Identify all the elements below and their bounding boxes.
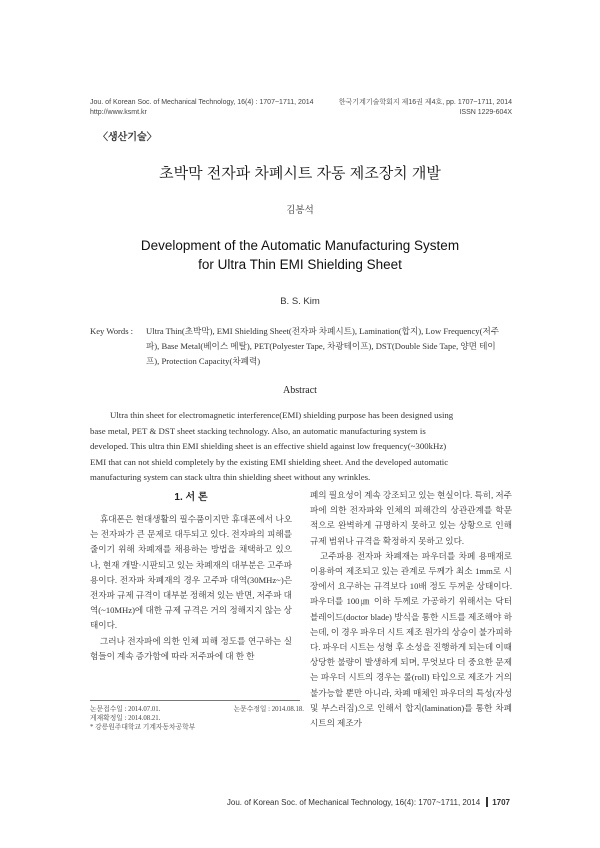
revised-date: 논문수정일 : 2014.08.18. xyxy=(233,706,304,713)
accepted-date: 게재확정일 : 2014.08.21. xyxy=(90,715,161,723)
right-paragraph-2: 고주파용 전자파 차폐재는 파우더를 차페 용매재로 이용하여 제조되고 있는 관계로 두께가 최소 1mm로 시장에서 요구하는 규격보다 10배 정도 두꺼운 상태이다. 파우더를 100㎛ 이하 두께로 가공하기 위해서는 닥터 블레이드(doctor blade) 방식을 통한 시트를 제조해야 하는데, 이 경우 파우더 시트 제조 원가의 상승이 불가피하다. 파우더 시트는 성형 후 소성을 진행하게 되는데 이때 상당한 불량이 발생하게 되며, 무엇보다 더 중요한 문제는 파우더 시트의 경우는 롤(roll) 타입으로 제조가 거의 불가능할 뿐만 아니라, 차폐 매체인 파우더의 특성(자성 및 부스러짐)으로 인해서 합지(lamination)를 통한 차폐시트의 제조가 xyxy=(310,550,512,729)
title-english xyxy=(0,236,600,274)
keywords-line2: 파), Base Metal(베이스 메탈), PET(Polyester Tape, 차광테이프), DST(Double Side Tape, 양면 테이 xyxy=(146,341,496,351)
received-date: 논문접수일 : 2014.07.01. xyxy=(90,706,161,713)
abstract-line5: manufacturing system can stack ultra thin shielding sheet without any wrinkles. xyxy=(90,472,371,482)
keywords-line3: 프), Protection Capacity(차폐력) xyxy=(146,356,261,366)
footnote-divider xyxy=(90,700,300,701)
abstract-heading: Abstract xyxy=(283,385,317,396)
keywords-label: Key Words : xyxy=(90,326,134,336)
abstract-body xyxy=(90,408,510,486)
abstract-line2: base metal, PET & DST sheet stacking technology. Also, an automatic manufacturing system is xyxy=(90,425,426,436)
journal-citation-right-block xyxy=(339,98,512,118)
page-number: 1707 xyxy=(492,797,510,807)
title-korean: 초박막 전자파 차폐시트 자동 제조장치 개발 xyxy=(159,165,441,182)
journal-citation-header xyxy=(90,98,314,118)
keywords-list xyxy=(146,324,518,369)
intro-paragraph-2: 그러나 전자파에 의한 인체 피해 정도를 연구하는 실험들이 계속 증가함에 따라 저주파에 대 한 한 xyxy=(90,635,292,661)
left-column-body xyxy=(90,512,292,664)
author-affiliation: * 강릉원주대학교 기계자동차공학부 xyxy=(90,724,196,732)
right-paragraph-1: 폐의 필요성이 계속 강조되고 있는 현실이다. 특히, 저주파에 의한 전자파와 인체의 피해간의 상관관계를 학문적으로 완벽하게 규명하지 못하고 있는 상황으로 인해 규제 범위나 규격을 확정하지 못하고 있다. xyxy=(310,490,512,546)
journal-url[interactable]: http://www.ksmt.kr xyxy=(90,109,147,116)
section-heading-introduction: 1. 서 론 xyxy=(174,492,208,503)
footer-journal: Jou. of Korean Soc. of Mechanical Technology, 16(4): 1707~1711, 2014 xyxy=(226,797,481,807)
right-column-body xyxy=(310,488,512,731)
abstract-line3: developed. This ultra thin EMI shielding sheet is an effective shield against low frequency(~300kHz) xyxy=(90,441,447,451)
page-footer xyxy=(227,797,510,807)
abstract-line1: Ultra thin sheet for electromagnetic interference(EMI) shielding purpose has been designed using xyxy=(110,410,454,420)
title-english-line1: Development of the Automatic Manufacturing System xyxy=(140,238,460,253)
keywords-line1: Ultra Thin(초박막), EMI Shielding Sheet(전자파 차폐시트), Lamination(합지), Low Frequency(저주 xyxy=(146,326,500,336)
author-korean: 김봉석 xyxy=(286,205,314,216)
footer-separator xyxy=(486,797,488,807)
issn: ISSN 1229-604X xyxy=(459,109,512,116)
journal-citation-right: 한국기계기술학회지 제16권 제4호, pp. 1707~1711, 2014 xyxy=(338,99,512,106)
abstract-line4: EMI that can not shield completely by the existing EMI shielding sheet. And the developed automatic xyxy=(90,456,449,467)
footnote xyxy=(90,705,304,733)
intro-paragraph-1: 휴대폰은 현대생활의 필수품이지만 휴대폰에서 나오는 전자파가 큰 문제로 대두되고 있다. 전자파의 피해를 줄이기 위해 차폐재를 채용하는 방법을 채택하고 있으나, 현재 개발·시판되고 있는 차폐재의 대부분은 고주파용이다. 전자파 차폐재의 경우 고주파 대역(30MHz~)은 전자파 규제 규격이 대부분 정해져 있는 반면, 저주파 대역(~10MHz)에 대한 규제 규격은 거의 정해지지 않는 상태이다. xyxy=(90,514,292,631)
title-english-line2: for Ultra Thin EMI Shielding Sheet xyxy=(198,257,402,272)
author-english: B. S. Kim xyxy=(280,296,320,307)
section-tag: 〈생산기술〉 xyxy=(98,132,157,143)
journal-citation-left: Jou. of Korean Soc. of Mechanical Technology, 16(4) : 1707~1711, 2014 xyxy=(90,99,314,106)
